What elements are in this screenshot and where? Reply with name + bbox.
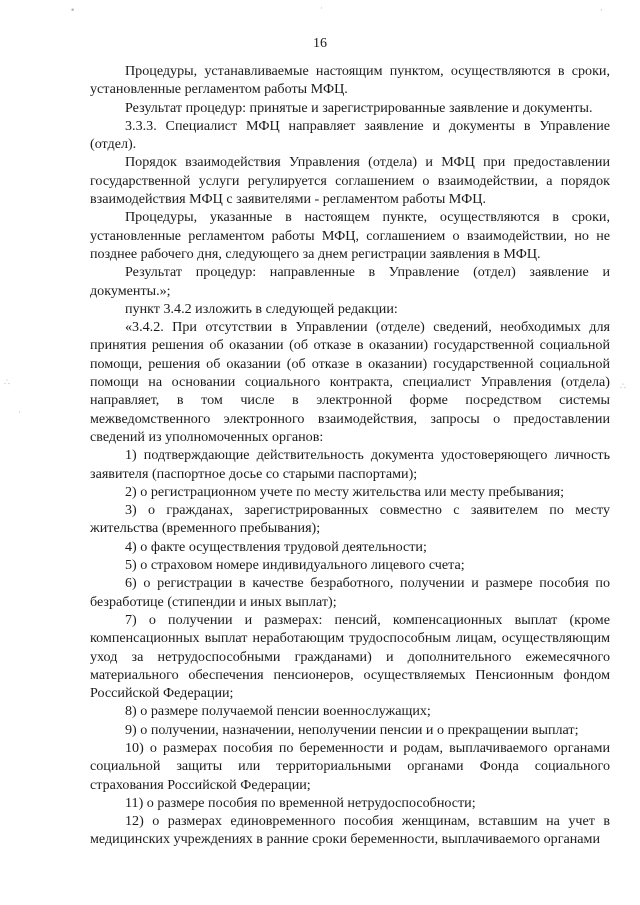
scan-speck: • [70,6,76,16]
paragraph-result-sent: Результат процедур: направленные в Управление (отдел) заявление и документы.»; [90,264,610,299]
list-item-3: 3) о гражданах, зарегистрированных совместно с заявителем по месту жительства (временного пребывания); [90,502,610,537]
list-item-7: 7) о получении и размерах: пенсий, компенсационных выплат (кроме компенсационных выплат неработающим трудоспособным лицам, осуществляющим уход за нетрудоспособными гражданами) и дополнительного ежемесячного материального обеспечения пенсионеров, осуществляемых Пенсионным фондом Российской Федерации; [90,611,610,702]
paragraph-interaction-order: Порядок взаимодействия Управления (отдела) и МФЦ при предоставлении государственной услуги регулируется соглашением о взаимодействии, а порядок взаимодействия МФЦ с заявителями - регламентом работы МФЦ. [90,154,610,208]
paragraph-3-3-3: 3.3.3. Специалист МФЦ направляет заявление и документы в Управление (отдел). [90,117,610,153]
list-item-10: 10) о размерах пособия по беременности и родам, выплачиваемого органами социальной защиты или территориальными органами Фонда социального страхования Российской Федерации; [90,739,610,793]
paragraph-procedures-deadline: Процедуры, указанные в настоящем пункте, осуществляются в сроки, установленные регламентом работы МФЦ, соглашением о взаимодействии, но не позднее рабочего дня, следующего за днем регистрации заявления в МФЦ. [90,209,610,262]
paragraph-result-registered: Результат процедур: принятые и зарегистрированные заявление и документы. [125,99,593,116]
document-body [90,62,610,849]
page-number: 16 [313,36,327,51]
paragraph-procedures-terms: Процедуры, устанавливаемые настоящим пунктом, осуществляются в сроки, установленные регламентом работы МФЦ. [90,63,610,98]
list-item-8: 8) о размере получаемой пенсии военнослужащих; [125,703,431,720]
paragraph-amend-3-4-2: пункт 3.4.2 изложить в следующей редакции: [125,300,398,317]
list-item-12: 12) о размерах единовременного пособия женщинам, вставшим на учет в медицинских учреждениях в ранние сроки беременности, выплачиваемого органами [90,813,610,848]
list-item-1: 1) подтверждающие действительность документа удостоверяющего личность заявителя (паспортное досье со старыми паспортами); [90,447,610,482]
scan-speck: ∴ [4,378,10,388]
list-item-5: 5) о страховом номере индивидуального лицевого счета; [125,557,465,574]
list-item-4: 4) о факте осуществления трудовой деятельности; [125,538,427,555]
scan-speck: ∴ [620,382,626,392]
list-item-2: 2) о регистрационном учете по месту жительства или месту пребывания; [125,483,565,500]
list-item-6: 6) о регистрации в качестве безработного, получении и размере пособия по безработице (стипендии и иных выплат); [90,575,610,610]
list-item-11: 11) о размере пособия по временной нетрудоспособности; [125,794,476,811]
list-item-9: 9) о получении, назначении, неполучении пенсии и о прекращении выплат; [125,721,579,738]
scan-speck: · [320,4,323,14]
scan-speck: · [18,408,21,418]
scan-speck: · [600,6,603,16]
paragraph-3-4-2: «3.4.2. При отсутствии в Управлении (отделе) сведений, необходимых для принятия решения об оказании (об отказе в оказании) государственной социальной помощи, решения об оказании (об отказе в оказании) государственной социальной помощи на основании социального контракта, специалист Управления (отдела) направляет, в том числе в электронной форме посредством системы межведомственного электронного взаимодействия, запросы о предоставлении сведений из уполномоченных органов: [90,319,610,445]
